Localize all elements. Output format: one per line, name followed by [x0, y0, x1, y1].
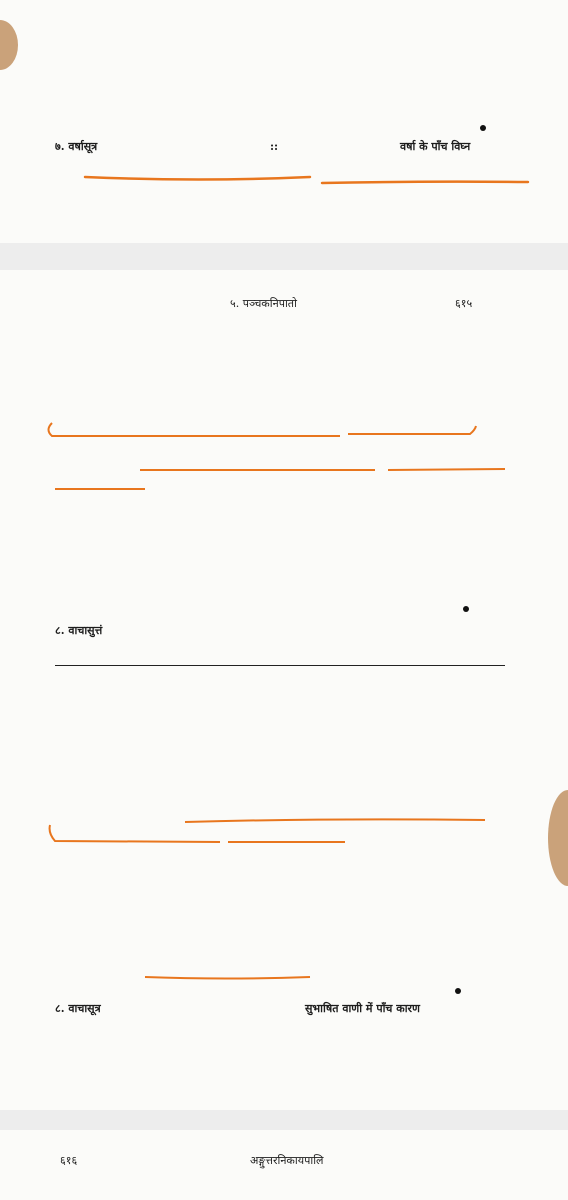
running-header-title: अङ्गुत्तरनिकायपालि: [250, 1154, 324, 1167]
page-number: ६१६: [60, 1154, 78, 1167]
highlight-underline: [0, 270, 568, 1110]
book-page-615: [0, 270, 568, 1110]
divider-rule: [55, 665, 505, 666]
book-page-top: [0, 0, 568, 243]
sutta-heading: ८. वाचासुत्तं: [55, 624, 103, 637]
thumb-finger: [0, 20, 18, 70]
book-page-616: [0, 1130, 568, 1200]
section-subtitle: वर्षा के पाँच विघ्न: [400, 140, 471, 153]
section-separator: ::: [270, 140, 279, 153]
section-heading: ८. वाचासूत्र: [55, 1002, 101, 1015]
section-heading: ७. वर्षासूत्र: [55, 140, 98, 153]
bullet-marker: [480, 125, 486, 131]
section-subtitle: सुभाषित वाणी में पाँच कारण: [305, 1002, 420, 1015]
page-number: ६१५: [455, 297, 473, 310]
bullet-marker: [455, 988, 461, 994]
thumb-finger: [548, 790, 568, 886]
bullet-marker: [463, 606, 469, 612]
running-header-title: ५. पञ्चकनिपातो: [230, 297, 297, 310]
highlight-underline: [0, 0, 568, 243]
